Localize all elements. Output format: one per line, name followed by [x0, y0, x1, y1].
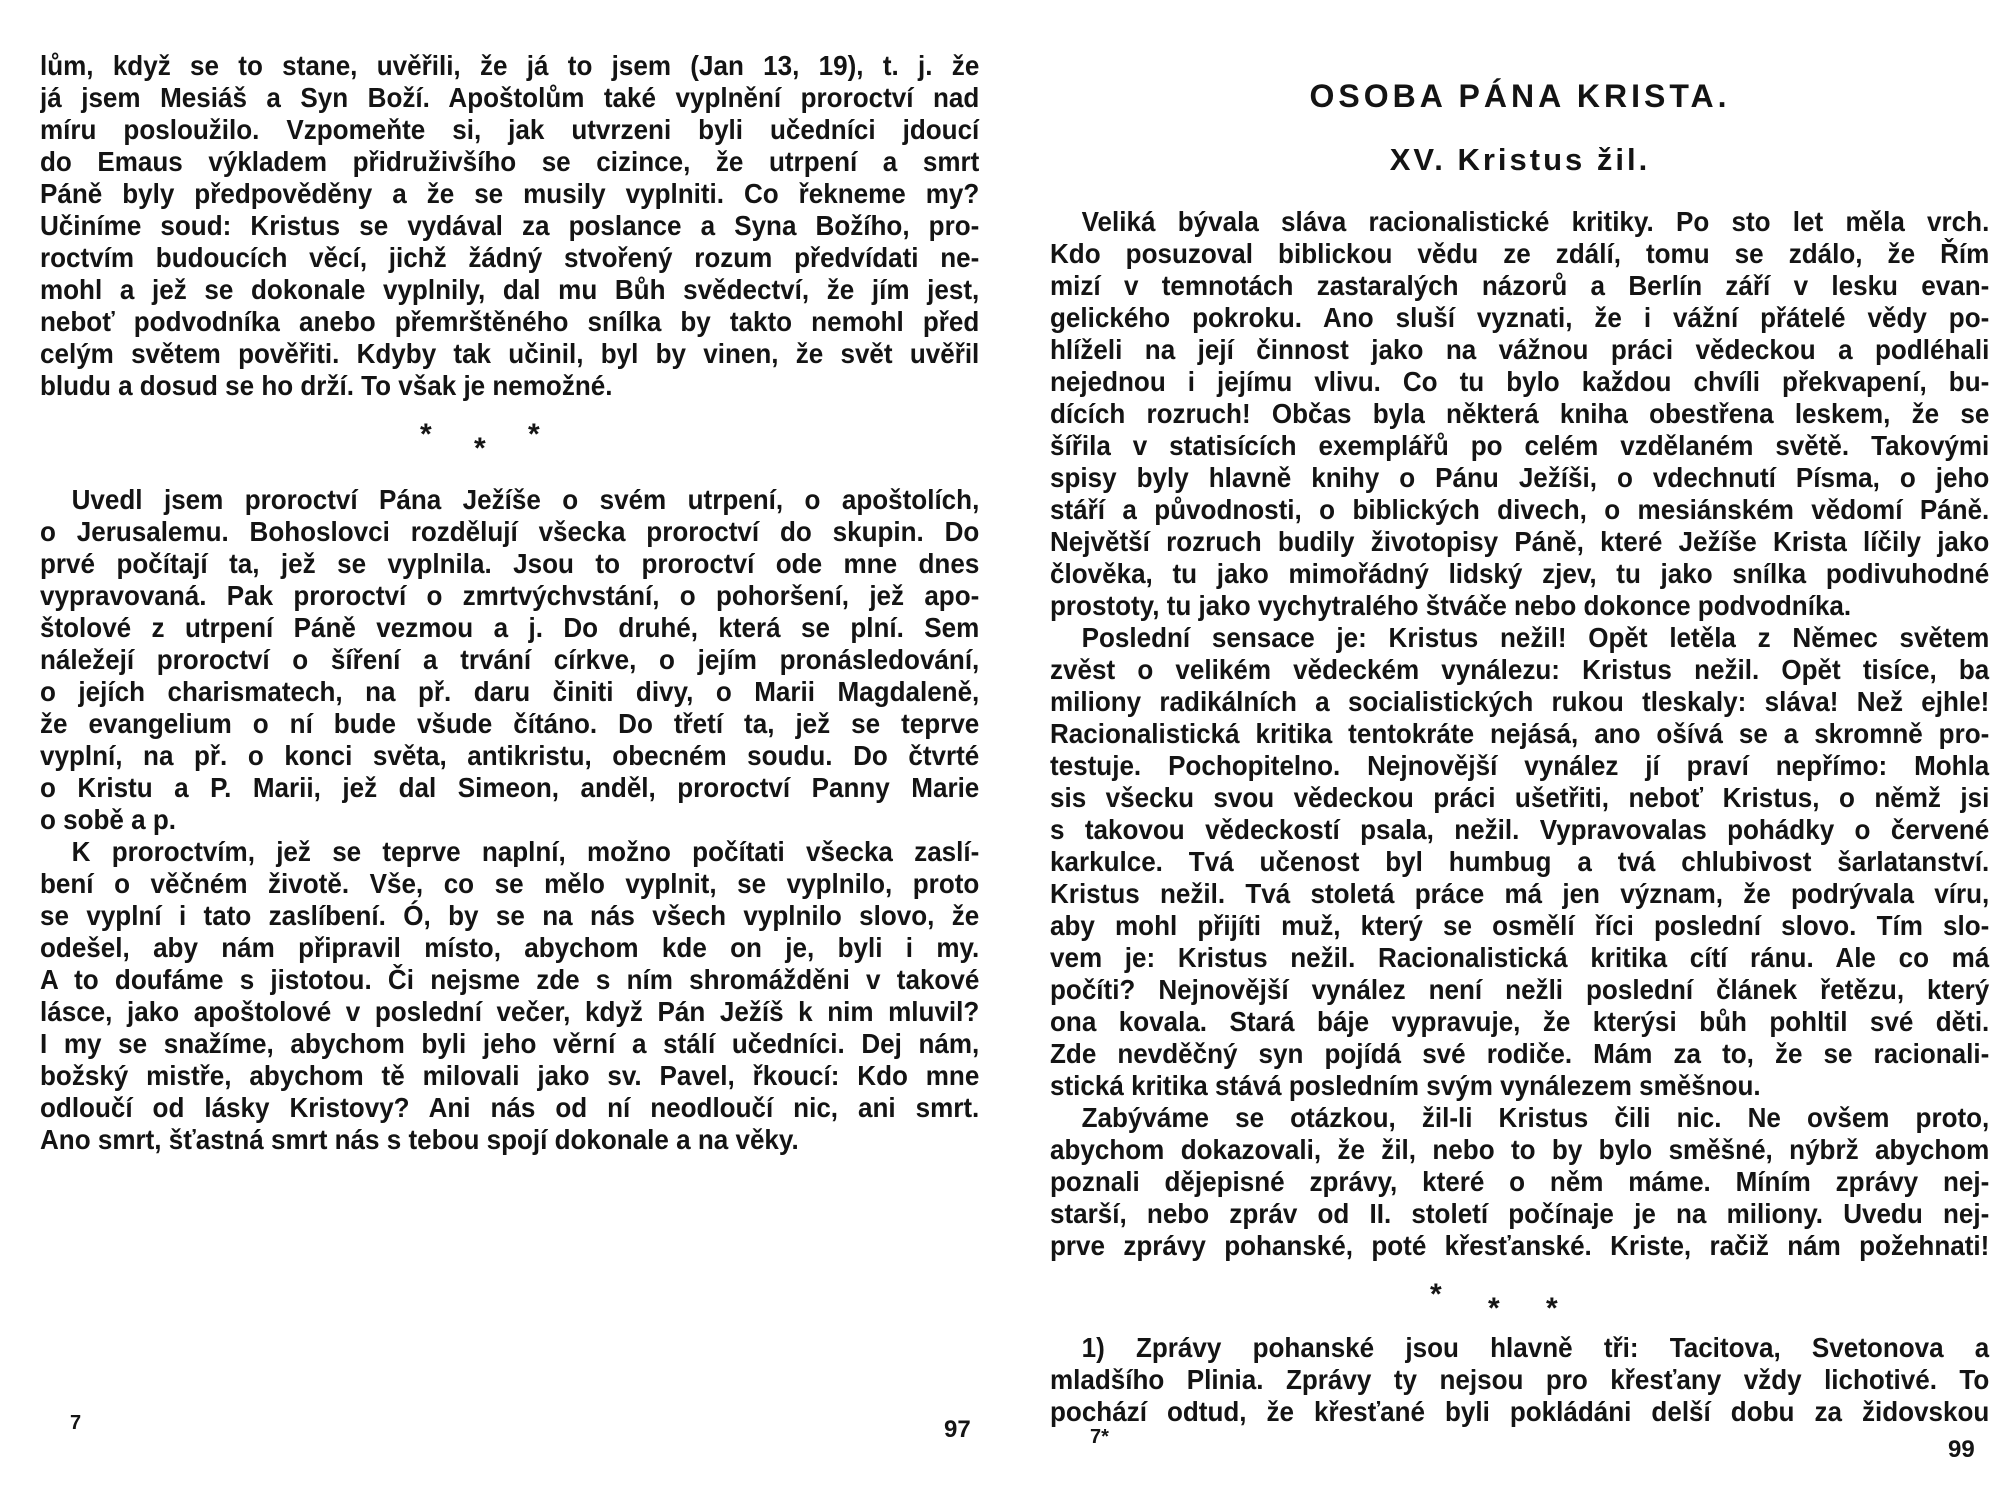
- separator-star: *: [1430, 1278, 1442, 1311]
- text-line: neboť podvodníka anebo přemrštěného snílka by takto nemohl před: [40, 306, 980, 337]
- text-line: Poslední sensace je: Kristus nežil! Opět letěla z Němec světem: [1081, 622, 1990, 653]
- text-line: já jsem Mesiáš a Syn Boží. Apoštolům také vyplnění proroctví nad: [40, 82, 980, 113]
- text-line: bludu a dosud se ho drží. To však je nemožné.: [40, 370, 613, 401]
- text-line: počíti? Nejnovější vynález není nežli poslední článek řetězu, který: [1050, 974, 1990, 1005]
- text-line: Ano smrt, šťastná smrt nás s tebou spojí dokonale a na věky.: [40, 1124, 799, 1155]
- text-line: člověka, tu jako mimořádný lidský zjev, tu jako snílka podivuhodné: [1050, 558, 1990, 589]
- text-line: odešel, aby nám připravil místo, abychom kde on je, byli i my.: [40, 932, 980, 963]
- text-line: roctvím budoucích věcí, jichž žádný stvořený rozum předvídati ne-: [40, 242, 980, 273]
- text-line: prostoty, tu jako vychytralého štváče nebo dokonce podvodníka.: [1050, 590, 1852, 621]
- text-line: I my se snažíme, abychom byli jeho věrní a stálí učedníci. Dej nám,: [40, 1028, 980, 1059]
- text-line: Veliká bývala sláva racionalistické kritiky. Po sto let měla vrch.: [1081, 206, 1990, 237]
- text-line: Kdo posuzoval biblickou vědu ze zdálí, tomu se zdálo, že Řím: [1050, 238, 1990, 269]
- separator-star: *: [528, 418, 540, 451]
- text-line: nejednou i jejímu vlivu. Co tu bylo každou chvíli překvapení, bu-: [1050, 366, 1990, 397]
- left-page: [40, 0, 980, 1500]
- text-line: dících rozruch! Občas byla některá kniha obestřena leskem, že se: [1050, 398, 1990, 429]
- text-line: prvé počítají ta, jež se vyplnila. Jsou to proroctví ode mne dnes: [40, 548, 980, 579]
- text-line: Páně byly předpověděny a že se musily vyplniti. Co řekneme my?: [40, 178, 980, 209]
- text-line: stická kritika stává posledním svým vynálezem směšnou.: [1050, 1070, 1761, 1101]
- text-line: s takovou vědeckostí psala, nežil. Vypravovalas pohádky o červené: [1050, 814, 1990, 845]
- separator-star: *: [1488, 1292, 1500, 1325]
- separator-star: *: [1546, 1292, 1558, 1325]
- text-line: míru posloužilo. Vzpomeňte si, jak utvrzeni byli učedníci jdoucí: [40, 114, 980, 145]
- text-line: mohl a jež se dokonale vyplnily, dal mu Bůh svědectví, že jím jest,: [40, 274, 980, 305]
- text-line: Kristus nežil. Tvá stoletá práce má jen význam, že podrývala víru,: [1050, 878, 1990, 909]
- text-line: pochází odtud, že křesťané byli pokládáni delší dobu za židovskou: [1050, 1396, 1990, 1427]
- text-line: odloučí od lásky Kristovy? Ani nás od ní neodloučí nic, ani smrt.: [40, 1092, 980, 1123]
- text-line: starší, nebo zpráv od II. století počínaje je na miliony. Uvedu nej-: [1050, 1198, 1990, 1229]
- text-line: bení o věčném životě. Vše, co se mělo vyplnit, se vyplnilo, proto: [40, 868, 980, 899]
- text-line: aby mohl přijíti muž, který se osmělí říci poslední slovo. Tím slo-: [1050, 910, 1990, 941]
- text-line: A to doufáme s jistotou. Či nejsme zde s ním shromážděni v takové: [40, 964, 980, 995]
- page-number: 99: [1948, 1436, 1975, 1463]
- text-line: štolové z utrpení Páně vezmou a j. Do druhé, která se plní. Sem: [40, 612, 980, 643]
- text-line: Zde nevděčný syn pojídá své rodiče. Mám za to, že se racionali-: [1050, 1038, 1990, 1069]
- text-line: vem je: Kristus nežil. Racionalistická kritika cítí ránu. Ale co má: [1050, 942, 1990, 973]
- text-line: testuje. Pochopitelno. Nejnovější vynález jí praví nepřímo: Mohla: [1050, 750, 1990, 781]
- signature-mark: 7: [70, 1412, 82, 1434]
- text-line: šířila v statisících exemplářů po celém vzdělaném světě. Takovými: [1050, 430, 1990, 461]
- page-number: 97: [944, 1416, 971, 1443]
- text-line: zvěst o velikém vědeckém vynálezu: Kristus nežil. Opět tisíce, ba: [1050, 654, 1990, 685]
- text-line: Uvedl jsem proroctví Pána Ježíše o svém utrpení, o apoštolích,: [71, 484, 980, 515]
- text-line: mizí v temnotách zastaralých názorů a Berlín září v lesku evan-: [1050, 270, 1990, 301]
- text-line: do Emaus výkladem přidruživšího se cizince, že utrpení a smrt: [40, 146, 980, 177]
- text-line: spisy byly hlavně knihy o Pánu Ježíši, o vdechnutí Písma, o jeho: [1050, 462, 1990, 493]
- text-line: miliony radikálních a socialistických rukou tleskaly: sláva! Než ejhle!: [1050, 686, 1990, 717]
- text-line: náležejí proroctví o šíření a trvání církve, o jejím pronásledování,: [40, 644, 980, 675]
- section-subheading: XV. Kristus žil.: [1389, 142, 1651, 177]
- text-line: gelického pokroku. Ano sluší vyznati, že i vážní přátelé vědy po-: [1050, 302, 1990, 333]
- text-line: prve zprávy pohanské, poté křesťanské. Kriste, račiž nám požehnati!: [1050, 1230, 1990, 1261]
- text-line: že evangelium o ní bude všude čítáno. Do třetí ta, jež se teprve: [40, 708, 980, 739]
- separator-star: *: [474, 432, 486, 465]
- text-line: lásce, jako apoštolové v poslední večer, když Pán Ježíš k nim mluvil?: [40, 996, 980, 1027]
- text-line: Největší rozruch budily životopisy Páně, které Ježíše Krista líčily jako: [1050, 526, 1990, 557]
- chapter-heading: OSOBA PÁNA KRISTA.: [1309, 78, 1731, 114]
- text-line: Učiníme soud: Kristus se vydával za poslance a Syna Božího, pro-: [40, 210, 980, 241]
- text-line: Zabýváme se otázkou, žil-li Kristus čili nic. Ne ovšem proto,: [1081, 1102, 1990, 1133]
- section-separator: [1430, 1278, 1630, 1325]
- text-line: K proroctvím, jež se teprve naplní, možno počítati všecka zaslí-: [71, 836, 980, 867]
- text-line: o Jerusalemu. Bohoslovci rozdělují všecka proroctví do skupin. Do: [40, 516, 980, 547]
- text-line: celým světem pověřiti. Kdyby tak učinil, byl by vinen, že svět uvěřil: [40, 338, 980, 369]
- text-line: 1) Zprávy pohanské jsou hlavně tři: Tacitova, Svetonova a: [1081, 1332, 1990, 1363]
- text-line: mladšího Plinia. Zprávy ty nejsou pro křesťany vždy lichotivé. To: [1050, 1364, 1990, 1395]
- text-line: stáří a původnosti, o biblických divech, o mesiánském vědomí Páně.: [1050, 494, 1990, 525]
- text-line: Racionalistická kritika tentokráte nejásá, ano ošívá se a skromně pro-: [1050, 718, 1990, 749]
- signature-mark: 7*: [1090, 1426, 1109, 1448]
- text-line: lům, když se to stane, uvěřili, že já to jsem (Jan 13, 19), t. j. že: [40, 50, 980, 81]
- text-line: sis všecku svou vědeckou práci ušetřiti, neboť Kristus, o němž jsi: [1050, 782, 1990, 813]
- text-line: karkulce. Tvá učenost byl humbug a tvá chlubivost šarlatanství.: [1050, 846, 1990, 877]
- text-line: ona kovala. Stará báje vypravuje, že kterýsi bůh pohltil své děti.: [1050, 1006, 1990, 1037]
- text-line: se vyplní i tato zaslíbení. Ó, by se na nás všech vyplnilo slovo, že: [40, 900, 980, 931]
- text-line: o sobě a p.: [40, 804, 177, 835]
- section-separator: [420, 418, 620, 465]
- text-line: božský mistře, abychom tě milovali jako sv. Pavel, řkoucí: Kdo mne: [40, 1060, 980, 1091]
- text-line: poznali dějepisné zprávy, které o něm máme. Míním zprávy nej-: [1050, 1166, 1990, 1197]
- separator-star: *: [420, 418, 432, 451]
- text-line: abychom dokazovali, že žil, nebo to by bylo směšné, nýbrž abychom: [1050, 1134, 1990, 1165]
- text-line: hlíželi na její činnost jako na vážnou práci vědeckou a podléhali: [1050, 334, 1990, 365]
- right-page: [1050, 0, 1990, 1500]
- text-line: vypravovaná. Pak proroctví o zmrtvýchvstání, o pohoršení, jež apo-: [40, 580, 980, 611]
- text-line: o Kristu a P. Marii, jež dal Simeon, anděl, proroctví Panny Marie: [40, 772, 980, 803]
- text-line: vyplní, na př. o konci světa, antikristu, obecném soudu. Do čtvrté: [40, 740, 980, 771]
- text-line: o jejích charismatech, na př. daru činiti divy, o Marii Magdaleně,: [40, 676, 980, 707]
